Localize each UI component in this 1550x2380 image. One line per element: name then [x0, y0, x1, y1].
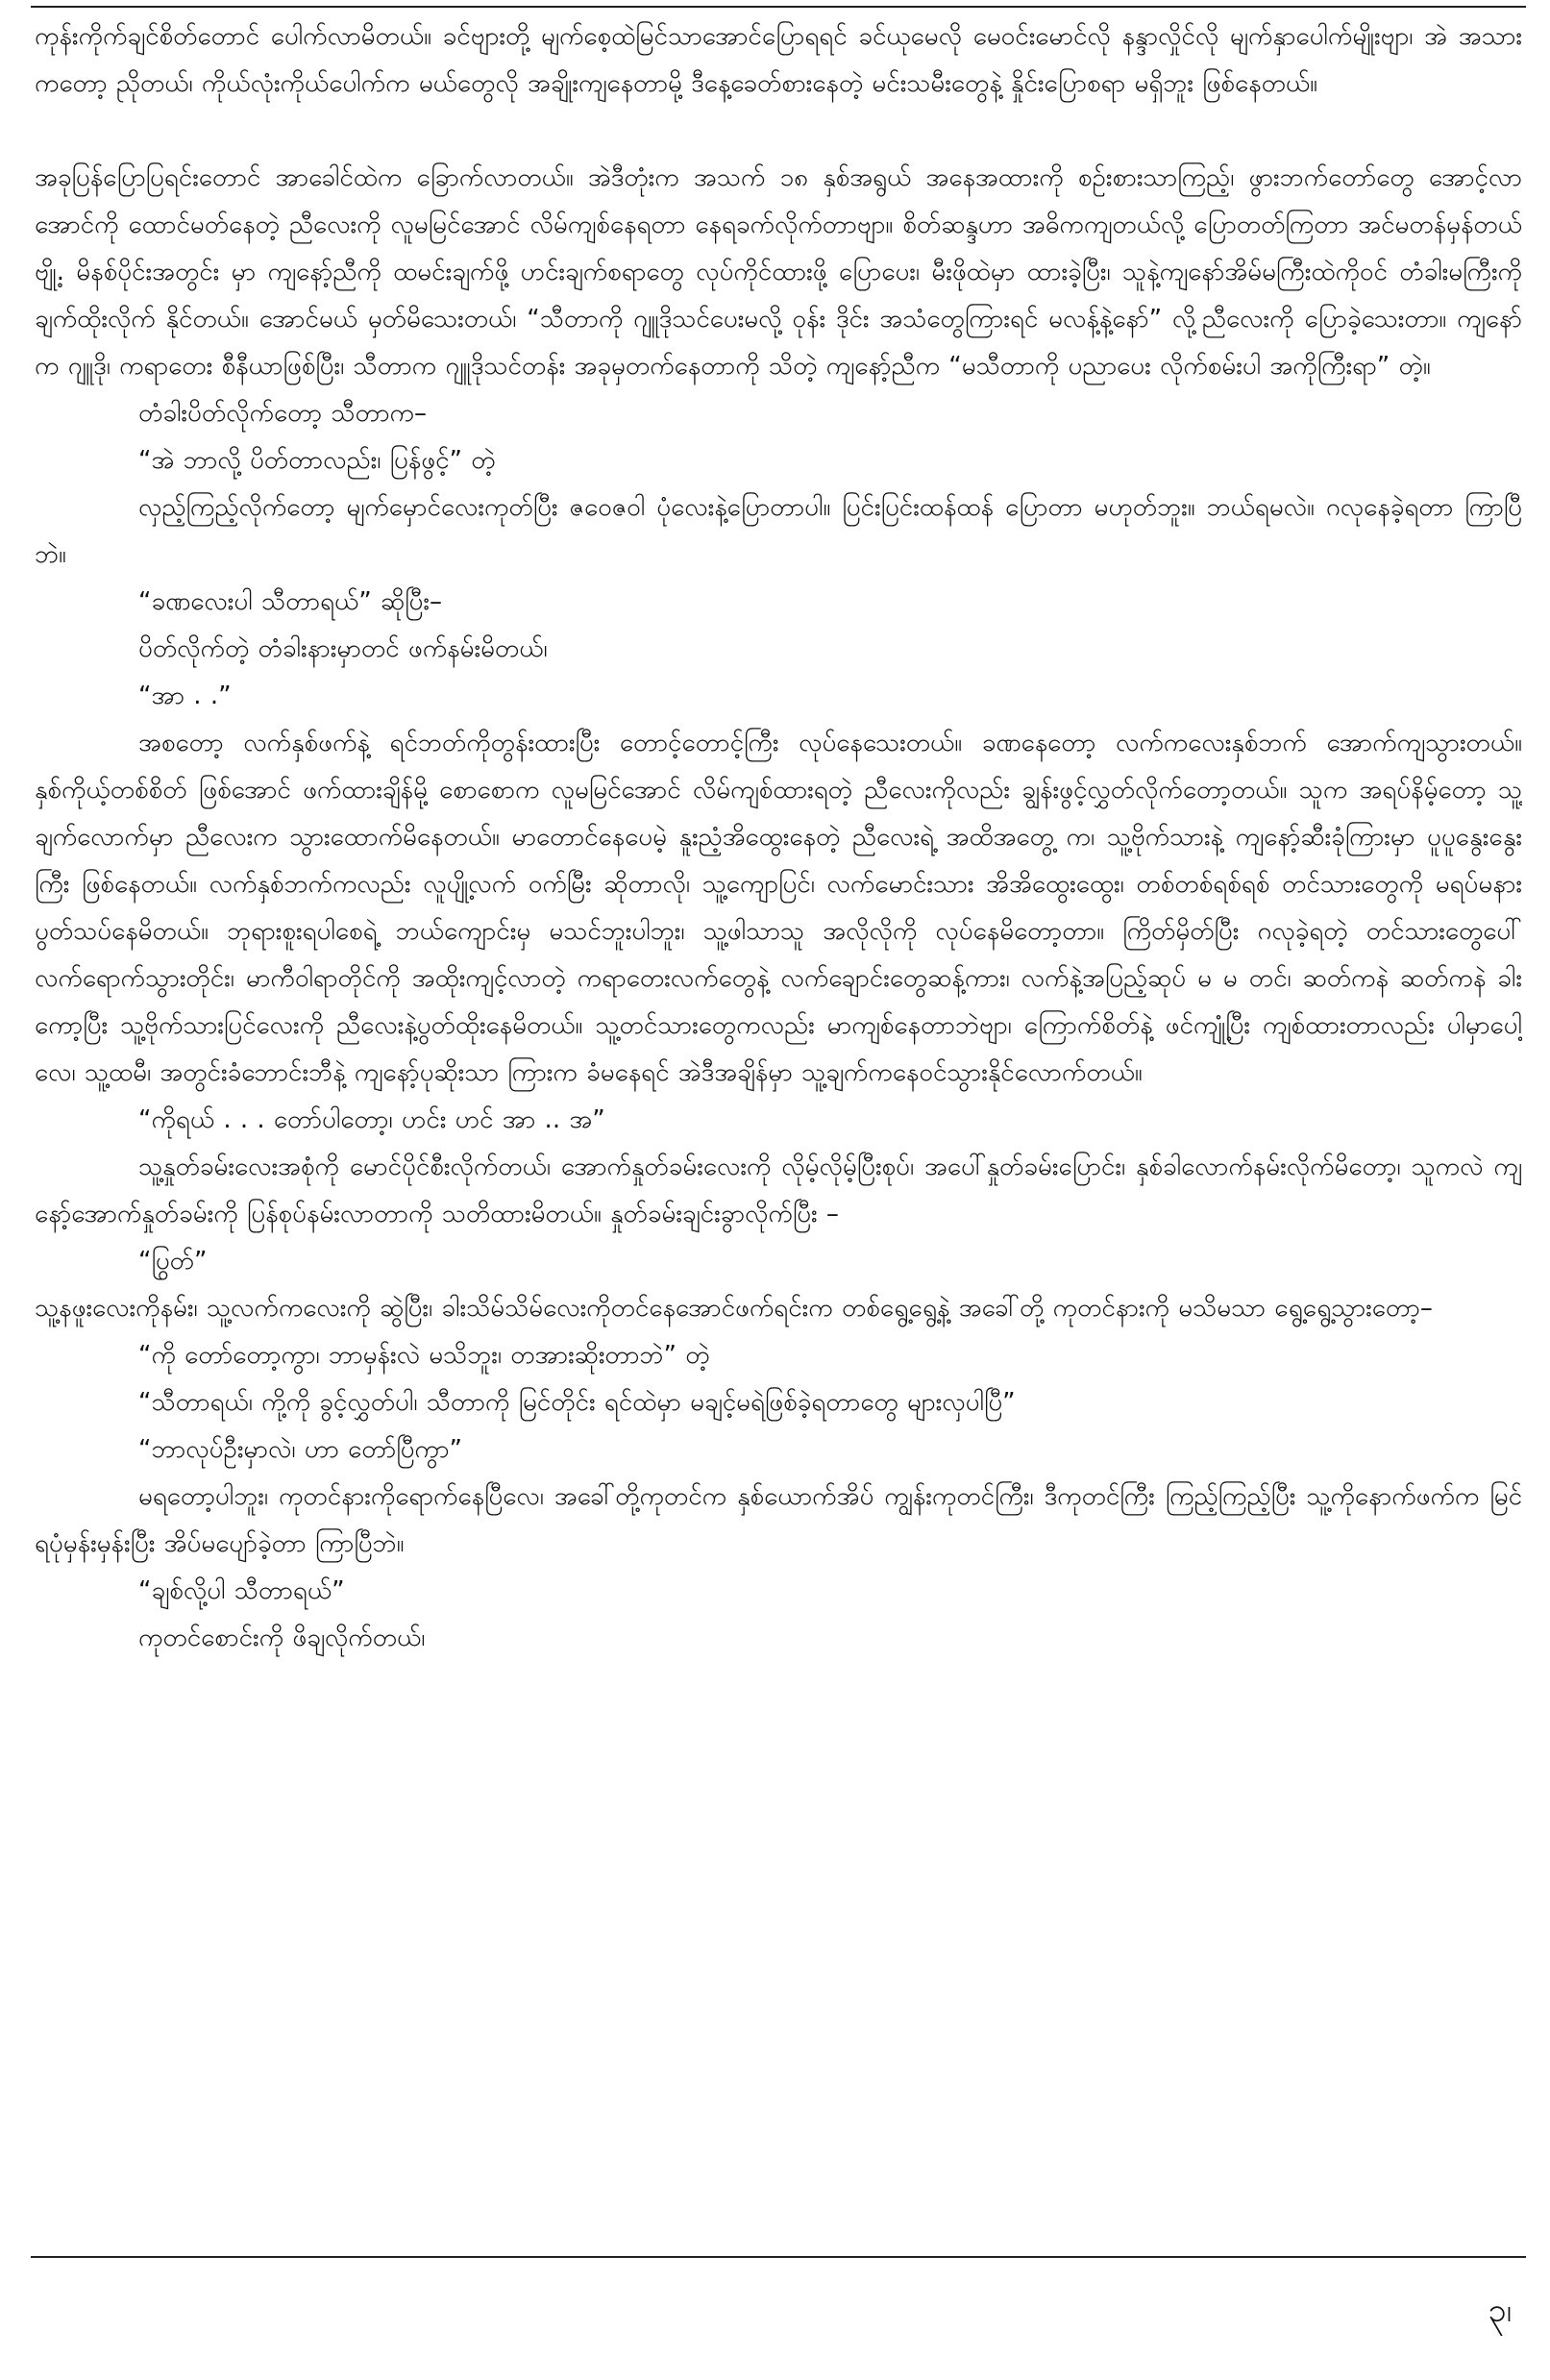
paragraph: “ကိုရယ် . . . တော်ပါတော့၊ ဟင်း ဟင် အာ .. အ”	[138, 1105, 605, 1134]
paragraph: မရတော့ပါဘူး၊ ကုတင်နားကိုရောက်နေပြီလေ၊ အခေါ်တို့ကုတင်က နှစ်ယောက်အိပ် ကျွန်းကုတင်ကြီး၊ ဒီကုတင်ကြီး ကြည့်ကြည့်ပြီး သူ့ကိုနောက်ဖက်က မြင်ရပုံမှန်းမှန်းပြီး အိပ်မပျော်ခဲ့တာ ကြာပြီဘဲ။	[35, 1482, 1522, 1558]
paragraph: “ပြွတ်”	[138, 1247, 208, 1276]
paragraph: “ခဏလေးပါ သီတာရယ်” ဆိုပြီး–	[138, 587, 442, 616]
paragraph: ကုတင်စောင်းကို ဖိချလိုက်တယ်၊	[138, 1624, 426, 1652]
paragraph: အခုပြန်ပြောပြရင်းတောင် အာခေါင်ထဲက ခြောက်လာတယ်။ အဲဒီတုံးက အသက် ၁၈ နှစ်အရွယ် အနေအထားကို စဉ်းစားသာကြည့်၊ ဖွားဘက်တော်တွေ အောင့်လာအောင်ကို ထောင်မတ်နေတဲ့ ညီလေးကို လူမမြင်အောင် လိမ်ကျစ်နေရတာ နေရခက်လိုက်တာဗျာ။ စိတ်ဆန္ဒဟာ အဓိကကျတယ်လို့ ပြောတတ်ကြတာ အင်မတန်မှန်တယ်ဗျို့. မိနစ်ပိုင်းအတွင်း မှာ ကျနော့်ညီကို ထမင်းချက်ဖို့ ဟင်းချက်စရာတွေ လုပ်ကိုင်ထားဖို့ ပြောပေး၊ မီးဖိုထဲမှာ ထားခဲ့ပြီး၊ သူနဲ့ကျနော်အိမ်မကြီးထဲကိုဝင် တံခါးမကြီးကို ချက်ထိုးလိုက် နိုင်တယ်။ အောင်မယ် မှတ်မိသေးတယ်၊ “သီတာကို ဂျူဒိုသင်ပေးမလို့ ဝုန်း ဒိုင်း အသံတွေကြားရင် မလန့်နဲ့နော်” လို့ညီလေးကို ပြောခဲ့သေးတာ။ ကျနော်က ဂျူဒို၊ ကရာတေး စီနီယာဖြစ်ပြီး၊ သီတာက ဂျူဒိုသင်တန်း အခုမှတက်နေတာကို သိတဲ့ ကျနော့်ညီက “မသီတာကို ပညာပေး လိုက်စမ်းပါ အကိုကြီးရာ” တဲ့။	[35, 163, 1522, 381]
paragraph: သူ့နဖူးလေးကိုနမ်း၊ သူ့လက်ကလေးကို ဆွဲပြီး၊ ခါးသိမ်သိမ်လေးကိုတင်နေအောင်ဖက်ရင်းက တစ်ရွေ့ရွေ့နဲ့ အခေါ်တို့ ကုတင်နားကို မသိမသာ ရွေ့ရွေ့သွားတော့–	[35, 1294, 1433, 1323]
paragraph: “ဘာလုပ်ဦးမှာလဲ၊ ဟာ တော်ပြီကွာ”	[138, 1435, 463, 1464]
paragraph: “အာ . .”	[138, 682, 232, 710]
paragraph: “သီတာရယ်၊ ကို့ကို ခွင့်လွှတ်ပါ၊ သီတာကို မြင်တိုင်း ရင်ထဲမှာ မချင့်မရဲဖြစ်ခဲ့ရတာတွေ များလှပါပြီ”	[138, 1388, 1016, 1417]
paragraph: “ချစ်လို့ပါ သီတာရယ်”	[138, 1576, 345, 1605]
top-rule	[31, 6, 1526, 8]
bottom-rule	[31, 2256, 1526, 2258]
paragraph: ပိတ်လိုက်တဲ့ တံခါးနားမှာတင် ဖက်နမ်းမိတယ်၊	[138, 634, 548, 663]
paragraph: “ကို တော်တော့ကွာ၊ ဘာမှန်းလဲ မသိဘူး၊ တအားဆိုးတာဘဲ” တဲ့	[138, 1341, 710, 1370]
paragraph: သူ့နှုတ်ခမ်းလေးအစုံကို မောင်ပိုင်စီးလိုက်တယ်၊ အောက်နှုတ်ခမ်းလေးကို လိုမ့်လိုမ့်ပြီးစုပ်၊ အပေါ်နှုတ်ခမ်းပြောင်း၊ နှစ်ခါလောက်နမ်းလိုက်မိတော့၊ သူကလဲ ကျနော့်အောက်နှုတ်ခမ်းကို ပြန်စုပ်နမ်းလာတာကို သတိထားမိတယ်။ နှုတ်ခမ်းချင်းခွာလိုက်ပြီး –	[35, 1153, 1522, 1228]
body-text	[35, 13, 1522, 2244]
paragraph: ကုန်းကိုက်ချင်စိတ်တောင် ပေါက်လာမိတယ်။ ခင်ဗျားတို့ မျက်စေ့ထဲမြင်သာအောင်ပြောရရင် ခင်ယုမေလို မေဝင်းမောင်လို နန္ဒာလှိုင်လို မျက်နှာပေါက်မျိုးဗျာ၊ အဲ အသားကတော့ ညိုတယ်၊ ကိုယ်လုံးကိုယ်ပေါက်က မယ်တွေလို အချိုးကျနေတာမို့ ဒီနေ့ခေတ်စားနေတဲ့ မင်းသမီးတွေနဲ့ နှိုင်းပြောစရာ မရှိဘူး ဖြစ်နေတယ်။	[35, 22, 1522, 98]
paragraph: “အဲ ဘာလို့ ပိတ်တာလည်း၊ ပြန်ဖွင့်” တဲ့	[138, 446, 496, 475]
paragraph: တံခါးပိတ်လိုက်တော့ သီတာက–	[138, 399, 427, 428]
page-number: ၃၊	[1488, 2292, 1512, 2330]
paragraph-gap	[35, 108, 1522, 155]
paragraph: အစတော့ လက်နှစ်ဖက်နဲ့ ရင်ဘတ်ကိုတွန်းထားပြီး တောင့်တောင့်ကြီး လုပ်နေသေးတယ်။ ခဏနေတော့ လက်ကလေးနှစ်ဘက် အောက်ကျသွားတယ်။ နှစ်ကိုယ့်တစ်စိတ် ဖြစ်အောင် ဖက်ထားချိန်မို့ စောစောက လူမမြင်အောင် လိမ်ကျစ်ထားရတဲ့ ညီလေးကိုလည်း ချွန်းဖွင့်လွှတ်လိုက်တော့တယ်။ သူက အရပ်နိမ့်တော့ သူ့ချက်လောက်မှာ ညီလေးက သွားထောက်မိနေတယ်။ မာတောင်နေပေမဲ့ နူးညံ့အိထွေးနေတဲ့ ညီလေးရဲ့ အထိအတွေ့ က၊ သူ့ဗိုက်သားနဲ့ ကျနော့်ဆီးခုံကြားမှာ ပူပူနွေးနွေးကြီး ဖြစ်နေတယ်။ လက်နှစ်ဘက်ကလည်း လူပျို့လက် ဝက်မြီး ဆိုတာလို၊ သူ့ကျောပြင်၊ လက်မောင်းသား အိအိထွေးထွေး၊ တစ်တစ်ရစ်ရစ် တင်သားတွေကို မရပ်မနား ပွတ်သပ်နေမိတယ်။ ဘုရားစူးရပါစေရဲ့ ဘယ်ကျောင်းမှ မသင်ဘူးပါဘူး၊ သူ့ဖါသာသူ အလိုလိုကို လုပ်နေမိတော့တာ။ ကြိတ်မှိတ်ပြီး ဂလုခဲ့ရတဲ့ တင်သားတွေပေါ် လက်ရောက်သွားတိုင်း၊ မာကီဝါရာတိုင်ကို အထိုးကျင့်လာတဲ့ ကရာတေးလက်တွေနဲ့ လက်ချောင်းတွေဆန့်ကား၊ လက်နဲ့အပြည့်ဆုပ် မ မ တင်၊ ဆတ်ကနဲ ဆတ်ကနဲ ခါးကော့ပြီး သူ့ဗိုက်သားပြင်လေးကို ညီလေးနဲ့ပွတ်ထိုးနေမိတယ်။ သူ့တင်သားတွေကလည်း မာကျစ်နေတာဘဲဗျာ၊ ကြောက်စိတ်နဲ့ ဖင်ကျုံ့ပြီး ကျစ်ထားတာလည်း ပါမှာပေါ့လေ၊ သူ့ထမီ၊ အတွင်းခံဘောင်းဘီနဲ့ ကျနော့်ပုဆိုးသာ ကြားက ခံမနေရင် အဲဒီအချိန်မှာ သူ့ချက်ကနေဝင်သွားနိုင်လောက်တယ်။	[35, 729, 1522, 1087]
paragraph: လှည့်ကြည့်လိုက်တော့ မျက်မှောင်လေးကုတ်ပြီး ဇဝေဇဝါ ပုံလေးနဲ့ပြောတာပါ။ ပြင်းပြင်းထန်ထန် ပြောတာ မဟုတ်ဘူး။ ဘယ်ရမလဲ။ ဂလုနေခဲ့ရတာ ကြာပြီဘဲ။	[35, 493, 1522, 569]
